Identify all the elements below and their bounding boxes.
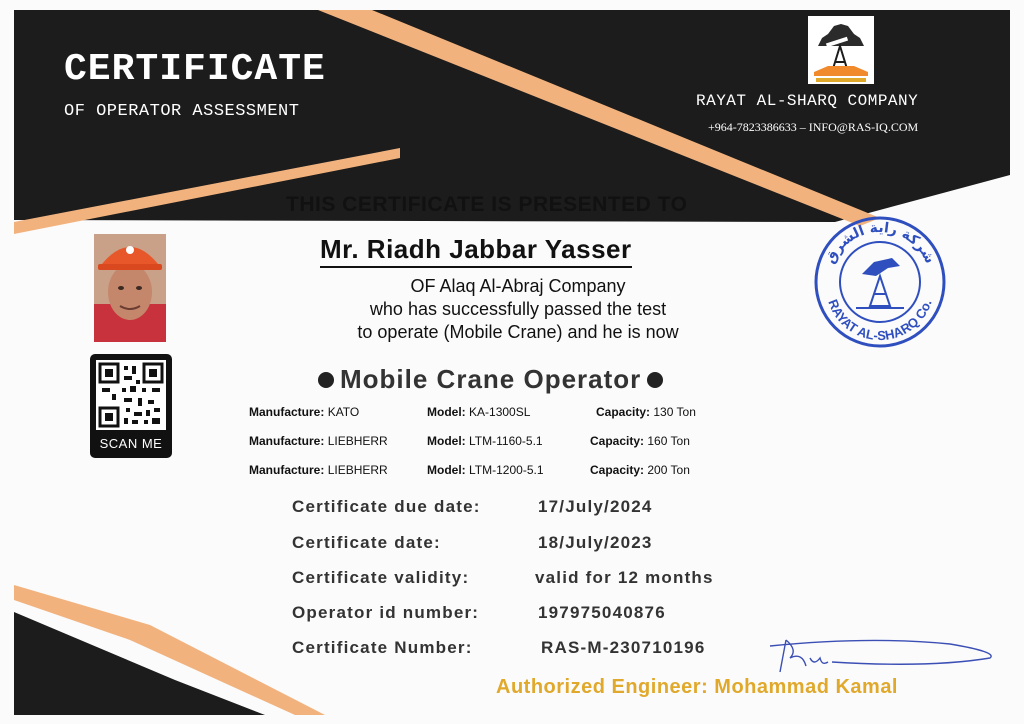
capacity-label: Capacity: [596,405,651,419]
manufacture-value: LIEBHERR [327,463,388,477]
due-date-label: Certificate due date: [292,497,481,516]
role-title [318,364,663,395]
scan-me-label: SCAN ME [99,436,163,451]
model-label: Model: [427,463,466,477]
model-value: LTM-1200-5.1 [469,463,544,477]
certificate-number-label: Certificate Number: [292,638,473,657]
company-contact: +964-7823386633 – INFO@RAS-IQ.COM [708,120,919,134]
authorized-engineer: Authorized Engineer: Mohammad Kamal [496,676,898,698]
qr-code-icon[interactable] [96,360,166,430]
bottom-dark-band [14,595,265,715]
manufacture-value: KATO [327,405,360,419]
validity-value: valid for 12 months [535,568,714,587]
company-stamp [812,214,948,350]
stamp-arabic-text: شركة راية الشرق [822,219,938,267]
model-label: Model: [427,405,466,419]
manufacture-label: Manufacture: [249,463,325,477]
capacity-value: 200 Ton [647,463,690,477]
certificate-date-label: Certificate date: [292,533,441,552]
due-date-value: 17/July/2024 [538,497,653,516]
engineer-signature [750,632,1000,678]
svg-text:شركة راية الشرق [822,220,938,266]
capacity-label: Capacity: [590,463,645,477]
model-value: KA-1300SL [469,405,531,419]
role-text: Mobile Crane Operator [340,364,642,394]
recipient-name: Mr. Riadh Jabbar Yasser [320,234,632,268]
certificate-number-value: RAS-M-230710196 [541,638,706,657]
company-logo [808,16,874,84]
recipient-company: OF Alaq Al-Abraj Company [410,276,626,296]
equipment-row [249,463,729,481]
validity-label: Certificate validity: [292,568,470,587]
capacity-value: 130 Ton [653,405,696,419]
oil-pump-icon [862,258,900,276]
operator-id-value: 197975040876 [538,603,666,622]
certificate-subtitle: OF OPERATOR ASSESSMENT [64,102,300,121]
test-passed-line: who has successfully passed the test [369,299,667,319]
operate-line: to operate (Mobile Crane) and he is now [357,322,679,342]
manufacture-label: Manufacture: [249,405,325,419]
manufacture-label: Manufacture: [249,434,325,448]
model-value: LTM-1160-5.1 [469,434,543,448]
manufacture-value: LIEBHERR [327,434,388,448]
stamp-latin-text: RAYAT AL-SHARQ Co. [825,297,935,344]
certificate-date-value: 18/July/2023 [538,533,653,552]
qr-code-panel[interactable] [90,354,172,458]
bullet-icon [318,372,334,388]
presented-heading: THIS CERTIFICATE IS PRESENTED TO [286,193,688,216]
capacity-value: 160 Ton [647,434,690,448]
capacity-label: Capacity: [590,434,645,448]
operator-photo [94,234,166,342]
bullet-icon [647,372,663,388]
company-name: RAYAT AL-SHARQ COMPANY [696,92,919,110]
equipment-row [249,405,729,423]
equipment-row [249,434,729,452]
operator-id-label: Operator id number: [292,603,480,622]
certificate-title: CERTIFICATE [64,48,326,91]
model-label: Model: [427,434,466,448]
svg-text:RAYAT AL-SHARQ Co. [825,297,934,343]
